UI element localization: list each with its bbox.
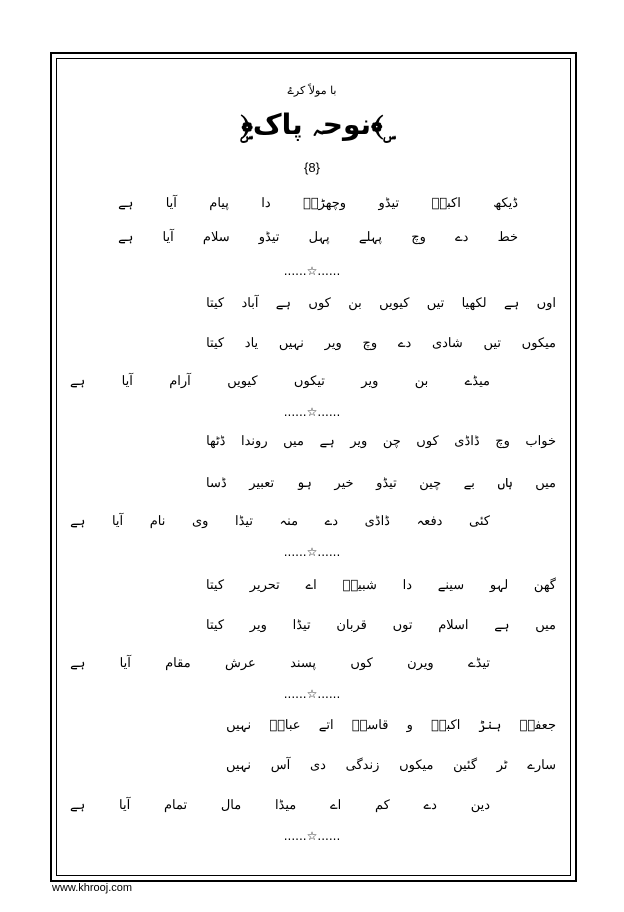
verse-word: اکبرؑ — [431, 196, 461, 211]
verse-word: میکوں — [399, 758, 434, 773]
verse-word: دے — [423, 798, 437, 813]
verse-word: پہل — [308, 230, 330, 245]
verse-word: شادی — [431, 336, 463, 351]
verse-line — [118, 196, 518, 211]
verse-word: شبیرؑ — [342, 578, 377, 593]
verse-word: میں — [535, 476, 556, 491]
verse-word: آیا — [162, 230, 174, 245]
verse-word: ڈیکھ — [493, 196, 518, 211]
verse-word: بن — [414, 374, 429, 389]
verse-line — [70, 798, 490, 813]
verse-word: دین — [470, 798, 490, 813]
verse-word: پہلے — [358, 230, 383, 245]
verse-word: تیڈو — [378, 196, 400, 211]
verse-word: ویر — [350, 434, 368, 449]
verse-word: ویر — [324, 336, 342, 351]
verse-word: آیا — [165, 196, 177, 211]
verse-word: آیا — [111, 514, 124, 529]
verse-word: تمام — [163, 798, 188, 813]
verse-word: میں — [535, 618, 556, 633]
verse-word: ہنڑ — [478, 718, 502, 733]
verse-word: تیں — [426, 296, 445, 311]
verse-word: ہے — [70, 374, 86, 389]
verse-word: ہے — [118, 230, 134, 245]
verse-word: ویر — [361, 374, 379, 389]
verse-word: ہے — [70, 656, 86, 671]
verse-word: اوں — [536, 296, 556, 311]
page-title: ۣ﴾نوحہ پاک﴿ۣ — [240, 108, 384, 141]
verse-word: سارے — [527, 758, 556, 773]
verse-line — [206, 296, 556, 311]
verse-word: عباسؑ — [269, 718, 301, 733]
verse-word: کوں — [416, 434, 439, 449]
verse-word: اے — [330, 798, 342, 813]
verse-word: کئی — [469, 514, 490, 529]
verse-word: ویرن — [407, 656, 434, 671]
verse-word: میڈا — [274, 798, 297, 813]
verse-word: خواب — [525, 434, 556, 449]
verse-word: دا — [402, 578, 413, 593]
verse-word: تیڈو — [258, 230, 280, 245]
verse-line — [206, 578, 556, 593]
verse-word: میکوں — [521, 336, 556, 351]
verse-word: ڈسا — [206, 476, 227, 491]
verse-word: وچھڑیؑ — [302, 196, 347, 211]
verse-word: سینے — [437, 578, 465, 593]
verse-word: کوں — [308, 296, 331, 311]
verse-word: کم — [374, 798, 390, 813]
poem-number: {8} — [304, 160, 320, 175]
verse-word: کیتا — [206, 336, 225, 351]
verse-word: دی — [309, 758, 326, 773]
verse-word: زندگی — [345, 758, 380, 773]
verse-line — [226, 758, 556, 773]
page-border-inner — [56, 58, 571, 876]
verse-word: خیر — [334, 476, 354, 491]
verse-word: دا — [261, 196, 271, 211]
verse-word: تیکوں — [293, 374, 325, 389]
verse-word: و — [406, 718, 413, 733]
verse-word: تیڈا — [292, 618, 311, 633]
verse-word: ڈاڈی — [454, 434, 480, 449]
verse-word: دے — [324, 514, 339, 529]
verse-word: گھن — [533, 578, 556, 593]
verse-word: میڈے — [464, 374, 490, 389]
verse-word: ہے — [70, 798, 86, 813]
verse-word: روندا — [240, 434, 268, 449]
verse-word: اے — [305, 578, 317, 593]
verse-word: ڈاڈی — [364, 514, 390, 529]
verse-word: پسند — [290, 656, 317, 671]
verse-word: منہ — [279, 514, 299, 529]
verse-word: آیا — [119, 656, 131, 671]
verse-word: اتے — [318, 718, 334, 733]
verse-line — [206, 476, 556, 491]
verse-word: تیں — [483, 336, 501, 351]
verse-word: قاسمؑ — [351, 718, 389, 733]
verse-line — [70, 514, 490, 529]
verse-word: وچ — [411, 230, 426, 245]
verse-line — [206, 434, 556, 449]
verse-line — [70, 656, 490, 671]
verse-word: قربان — [336, 618, 367, 633]
verse-word: ہے — [118, 196, 134, 211]
verse-word: تیڈا — [234, 514, 253, 529]
verse-word: نام — [149, 514, 166, 529]
verse-word: ٹر — [496, 758, 508, 773]
verse-word: نہیں — [226, 758, 252, 773]
verse-word: چین — [419, 476, 442, 491]
verse-word: تیڈے — [468, 656, 490, 671]
verse-word: آباد — [241, 296, 259, 311]
verse-word: عرش — [224, 656, 256, 671]
verse-word: آیا — [119, 798, 131, 813]
verse-word: مقام — [165, 656, 191, 671]
star-separator: ......☆...... — [283, 829, 341, 843]
verse-word: ویر — [249, 618, 267, 633]
verse-word: تحریر — [249, 578, 280, 593]
verse-word: ہاں — [497, 476, 513, 491]
verse-word: تعبیر — [249, 476, 275, 491]
verse-word: توں — [392, 618, 413, 633]
verse-word: خط — [497, 230, 518, 245]
verse-word: ہے — [70, 514, 86, 529]
verse-word: اکبرؑ — [431, 718, 461, 733]
verse-line — [206, 618, 556, 633]
verse-word: کوں — [350, 656, 373, 671]
verse-word: چن — [382, 434, 401, 449]
verse-word: تیڈو — [376, 476, 397, 491]
verse-word: دے — [397, 336, 412, 351]
verse-word: میں — [283, 434, 304, 449]
verse-word: لہو — [489, 578, 509, 593]
verse-line — [70, 374, 490, 389]
verse-word: کیتا — [206, 578, 225, 593]
verse-word: ہے — [494, 618, 510, 633]
star-separator: ......☆...... — [283, 687, 341, 701]
verse-word: ہے — [275, 296, 292, 311]
verse-word: آرام — [169, 374, 191, 389]
invocation-note: با مولاً کرۓ — [287, 84, 337, 97]
verse-word: ڈٹھا — [206, 434, 226, 449]
verse-word: ہو — [296, 476, 312, 491]
star-separator: ......☆...... — [283, 405, 341, 419]
verse-word: پیام — [209, 196, 229, 211]
verse-word: کیویں — [227, 374, 258, 389]
verse-word: یاد — [244, 336, 259, 351]
verse-word: کیتا — [206, 296, 225, 311]
star-separator: ......☆...... — [283, 264, 341, 278]
verse-word: وی — [191, 514, 209, 529]
verse-word: سلام — [202, 230, 230, 245]
verse-line — [206, 336, 556, 351]
verse-word: بے — [463, 476, 475, 491]
verse-line — [118, 230, 518, 245]
verse-line — [226, 718, 556, 733]
verse-word: جعفرؑ — [519, 718, 556, 733]
website-footer[interactable]: www.khrooj.com — [52, 882, 133, 894]
verse-word: ہے — [503, 296, 520, 311]
verse-word: دفعہ — [416, 514, 443, 529]
verse-word: بن — [348, 296, 362, 311]
star-separator: ......☆...... — [283, 545, 341, 559]
verse-word: مال — [220, 798, 242, 813]
verse-word: وچ — [362, 336, 378, 351]
verse-word: گئین — [453, 758, 478, 773]
verse-word: کیویں — [379, 296, 410, 311]
verse-word: اسلام — [438, 618, 469, 633]
verse-word: وچ — [495, 434, 510, 449]
verse-word: ہے — [319, 434, 335, 449]
verse-word: آیا — [121, 374, 133, 389]
verse-word: نہیں — [278, 336, 304, 351]
verse-word: نہیں — [226, 718, 252, 733]
verse-word: کیتا — [206, 618, 225, 633]
verse-word: لکھیا — [461, 296, 487, 311]
verse-word: دے — [455, 230, 469, 245]
verse-word: آس — [270, 758, 291, 773]
